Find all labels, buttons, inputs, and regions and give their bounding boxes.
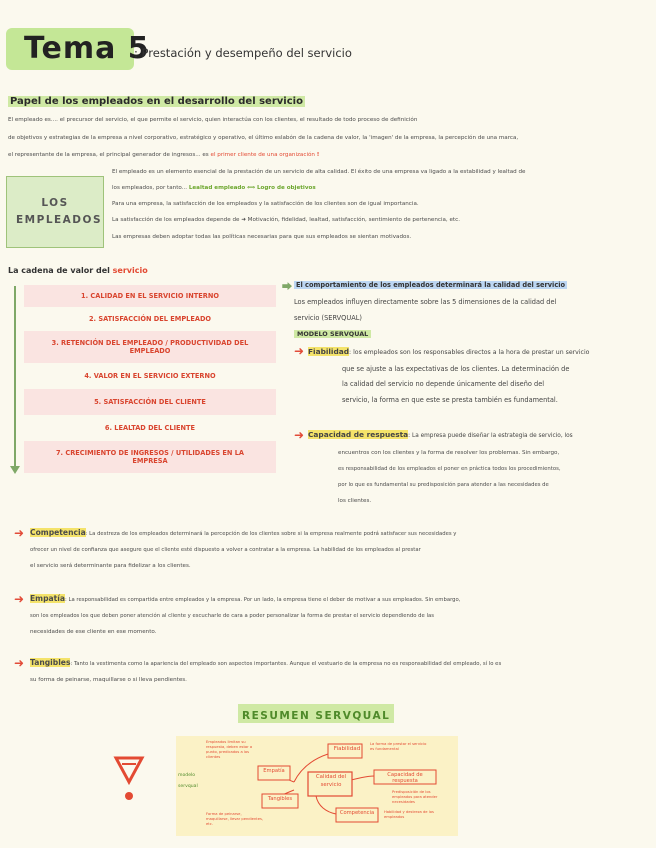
empatia-label: Empatía [30, 594, 66, 603]
empleados-b5: Las empresas deben adoptar todas las políticas necesarias para que sus empleados se sientan motivados. [112, 234, 412, 240]
chain-item: 6. LEALTAD DEL CLIENTE [24, 415, 276, 441]
diagram-note-tl: Empleados limitan su respuesta, deben estar a punto, predicados a los clientes [206, 740, 253, 759]
fiabilidad-label: Fiabilidad [308, 347, 350, 356]
logro-objetivos-text: ⟺ Logro de objetivos [247, 185, 316, 191]
tangibles-text-1: su forma de peinarse, maquillarse o si lleva pendientes. [30, 677, 187, 683]
empleados-b3: Para una empresa, la satisfacción de los empleados y la satisfacción de los clientes son de igual importancia. [112, 201, 419, 207]
tangibles-arrow-icon: ➜ [14, 656, 25, 670]
intro-line-1: El empleado es.... el precursor del servicio, el que permite el servicio, quien interactúa con los clientes, el resultado de todo proceso de definición [8, 117, 418, 123]
exclamation-icon: ! [316, 152, 320, 158]
competencia-text-2: el servicio será determinante para fidelizar a los clientes. [30, 563, 191, 569]
competencia-label: Competencia [30, 528, 86, 537]
chain-item: 5. SATISFACCIÓN DEL CLIENTE [24, 389, 276, 415]
chain-item: 4. VALOR EN EL SERVICIO EXTERNO [24, 363, 276, 389]
fiabilidad-text-1: que se ajuste a las expectativas de los clientes. La determinación de [342, 364, 570, 373]
chain-arrow-line [14, 286, 16, 470]
competencia-arrow-icon: ➜ [14, 526, 25, 540]
empleados-b1: El empleado es un elemento esencial de la prestación de un servicio de alta calidad. El éxito de una empresa va ligado a la estabilidad y lealtad de [112, 169, 526, 175]
warning-icon [112, 752, 146, 804]
intro-line-3-text: el representante de la empresa, el principal generador de ingresos... es [8, 152, 209, 158]
competencia-line [30, 528, 650, 539]
empleados-b2a: los empleados, por tanto... [112, 185, 188, 191]
cadena-title-text: La cadena de valor del [8, 266, 110, 275]
competencia-block [30, 528, 650, 571]
empatia-text-0: : La responsabilidad es compartida entre empleados y la empresa. Por un lado, la empresa tiene el deber de motivar a sus empleados. Sin embargo, [65, 597, 461, 603]
capacidad-label: Capacidad de respuesta [308, 430, 409, 439]
chain-item: 1. CALIDAD EN EL SERVICIO INTERNO [24, 285, 276, 307]
diagram-note-bl: Forma de peinarse, maquillarse, llevar pendientes, etc. [206, 812, 264, 826]
capacidad-arrow-icon: ➜ [294, 428, 305, 442]
empleados-b2 [112, 184, 316, 193]
chain-item: 7. CRECIMIENTO DE INGRESOS / UTILIDADES EN LA EMPRESA [24, 441, 276, 473]
diagram-note-tr: La forma de prestar el servicio es fundamental [370, 742, 427, 751]
arrow-right-icon: ⮕ [282, 282, 292, 293]
capacidad-text-0: : La empresa puede diseñar la estrategia de servicio, los [408, 433, 573, 439]
lealtad-empleado-text: Lealtad empleado [188, 185, 246, 191]
empatia-arrow-icon: ➜ [14, 592, 25, 606]
modelo-servqual-label: MODELO SERVQUAL [294, 330, 371, 338]
empatia-line [30, 594, 650, 605]
fiabilidad-text-3: servicio, la forma en que este se presta también es fundamental. [342, 395, 558, 404]
empleados-box [6, 176, 104, 248]
diagram-note-r: Predisposición de los empleados para atender necesidades [392, 790, 438, 804]
primer-cliente-text: el primer cliente de una organización [210, 152, 315, 158]
tangibles-block [30, 658, 650, 685]
resumen-left-note: modelo servqual [178, 773, 198, 789]
right-p2: servicio (SERVQUAL) [294, 314, 362, 322]
resumen-title [238, 704, 394, 723]
chain-item: 3. RETENCIÓN DEL EMPLEADO / PRODUCTIVIDAD DEL EMPLEADO [24, 331, 276, 363]
fiabilidad-block [308, 347, 648, 405]
chain-arrow-head-icon [10, 466, 20, 474]
fiabilidad-line [308, 347, 648, 359]
empleados-box-label: LOS EMPLEADOS [16, 197, 103, 226]
diagram-node-capacidad: Capacidad de respuesta [387, 772, 423, 784]
intro-line-3 [8, 151, 319, 160]
diagram-center: Calidad del servicio [315, 774, 347, 788]
diagram-node-tangibles: Tangibles [267, 796, 293, 802]
tema-title: Tema 5 [24, 31, 150, 66]
diagram-node-competencia: Competencia [339, 810, 375, 816]
chain-item: 2. SATISFACCIÓN DEL EMPLEADO [24, 307, 276, 331]
tema-subtitle: : Prestación y desempeño del servicio [134, 46, 352, 60]
capacidad-line [308, 430, 648, 442]
capacidad-text-3: por lo que es fundamental su predisposición para atender a las necesidades de [338, 481, 549, 488]
diagram-node-empatia: Empatía [263, 768, 285, 774]
empatia-block [30, 594, 650, 637]
resumen-title-text: RESUMEN SERVQUAL [242, 710, 391, 722]
tangibles-text-0: : Tanto la vestimenta como la apariencia del empleado son aspectos importantes. Aunque el vestuario de la empresa no es responsabilidad del empleado, sí lo es [70, 661, 502, 667]
empatia-text-1: son los empleados los que deben poner atención al cliente y escucharle de cara a poder personalizar la forma de prestar el servicio dependiendo de las [30, 613, 434, 619]
diagram-node-fiabilidad: Fiabilidad [333, 746, 361, 752]
intro-line-2: de objetivos y estrategias de la empresa a nivel corporativo, estratégico y operativo, el último eslabón de la cadena de valor, la 'imagen' de la empresa, la percepción de una marca, [8, 135, 519, 141]
comportamiento-title: El comportamiento de los empleados determinará la calidad del servicio [296, 281, 566, 289]
section-title-text: Papel de los empleados en el desarrollo del servicio [10, 96, 303, 107]
tangibles-label: Tangibles [30, 658, 71, 667]
capacidad-block [308, 430, 648, 506]
capacidad-text-2: es responsabilidad de los empleados el poner en práctica todos los procedimientos, [338, 465, 561, 472]
diagram-note-br: Habilidad y destreza de los empleados [384, 810, 434, 819]
right-p1: Los empleados influyen directamente sobre las 5 dimensiones de la calidad del [294, 298, 557, 306]
empatia-text-2: necesidades de ese cliente en ese momento. [30, 629, 157, 635]
chain-list [24, 285, 276, 473]
capacidad-text-4: los clientes. [338, 497, 372, 504]
cadena-title [8, 266, 148, 277]
cadena-title-servicio: servicio [112, 266, 148, 275]
competencia-text-1: ofrecer un nivel de confianza que asegure que el cliente esté dispuesto a volver a contratar a la empresa. La habilidad de los empleados al prestar [30, 547, 421, 553]
tangibles-line [30, 658, 650, 669]
section-title [8, 96, 305, 107]
fiabilidad-arrow-icon: ➜ [294, 344, 305, 358]
empleados-b4: La satisfacción de los empleados depende de ➜ Motivación, fidelidad, lealtad, satisfacción, sentimiento de pertenencia, etc. [112, 217, 460, 223]
competencia-text-0: : La destreza de los empleados determinará la percepción de los clientes sobre si la empresa realmente podrá satisfacer sus necesidades y [85, 531, 457, 537]
fiabilidad-text-0: : los empleados son los responsables directos a la hora de prestar un servicio [349, 349, 590, 356]
capacidad-text-1: encuentros con los clientes y la forma de resolver los problemas. Sin embargo, [338, 449, 560, 456]
fiabilidad-text-2: la calidad del servicio no depende únicamente del diseño del [342, 380, 545, 388]
